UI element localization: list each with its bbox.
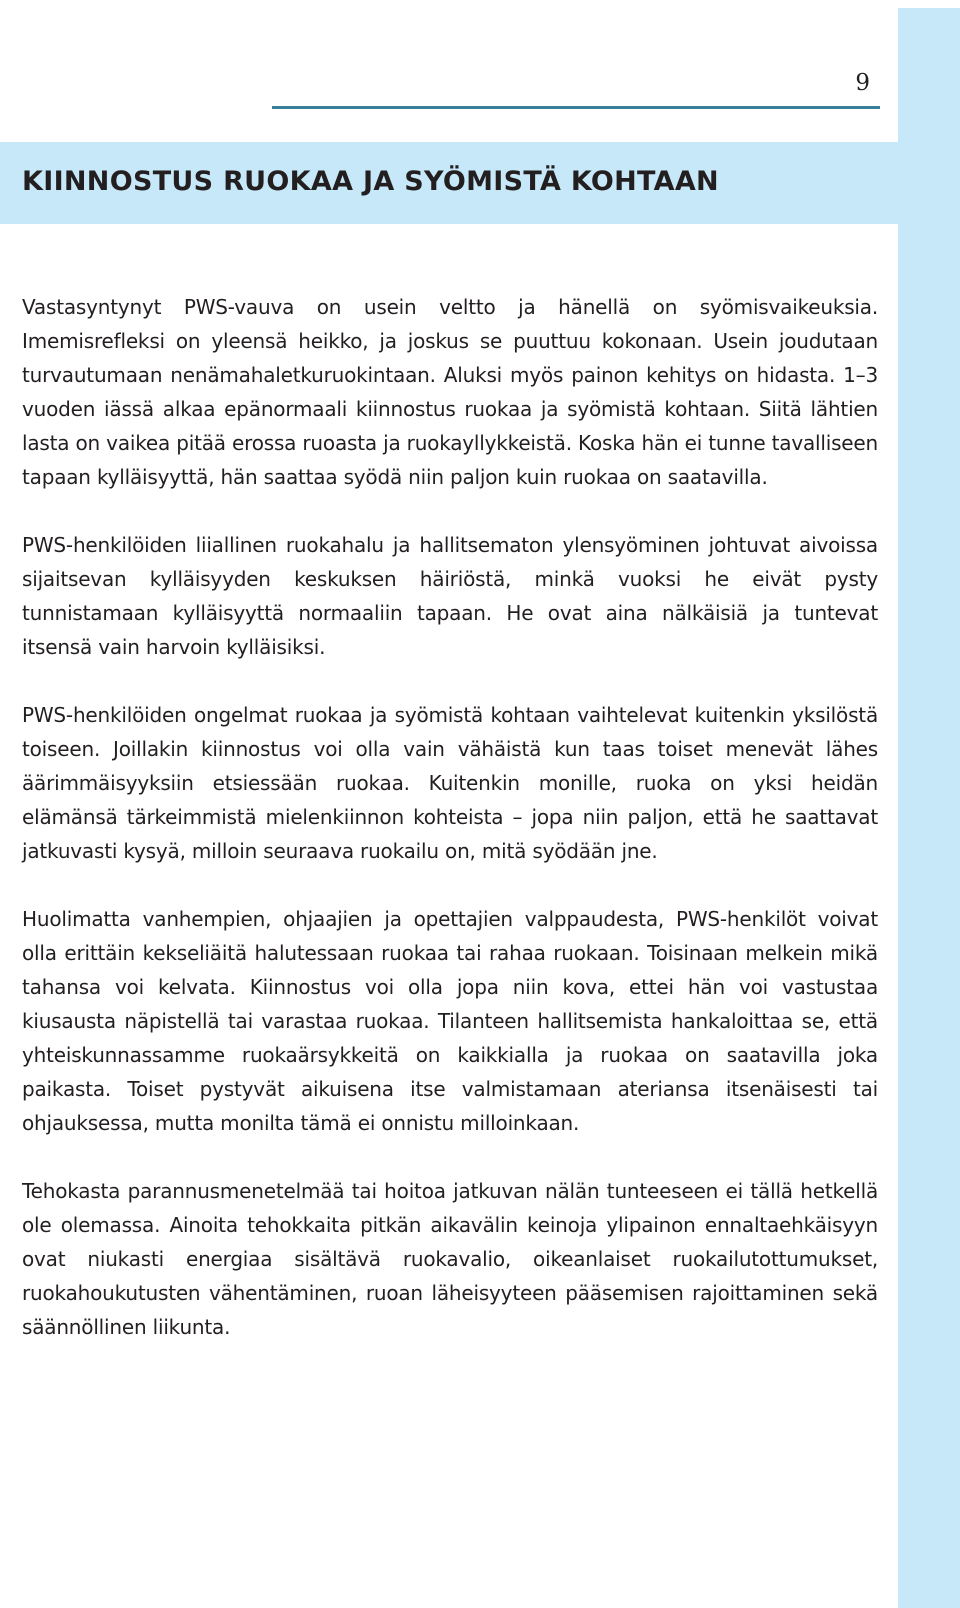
paragraph: PWS-henkilöiden ongelmat ruokaa ja syömistä kohtaan vaihtelevat kuitenkin yksilöstä toiseen. Joillakin kiinnostus voi olla vain vähäistä kun taas toiset menevät lähes äärimmäisyyksiin etsiessään ruokaa. Kuitenkin monille, ruoka on yksi heidän elämänsä tärkeimmistä mielenkiinnon kohteista – jopa niin paljon, että he saattavat jatkuvasti kysyä, milloin seuraava ruokailu on, mitä syödään jne. xyxy=(22,703,878,863)
header-rule xyxy=(272,106,880,109)
paragraph: PWS-henkilöiden liiallinen ruokahalu ja hallitsematon ylensyöminen johtuvat aivoissa sijaitsevan kylläisyyden keskuksen häiriöstä, minkä vuoksi he eivät pysty tunnistamaan kylläisyyttä normaaliin tapaan. He ovat aina nälkäisiä ja tuntevat itsensä vain harvoin kylläisiksi. xyxy=(22,533,878,659)
paragraph: Huolimatta vanhempien, ohjaajien ja opettajien valppaudesta, PWS-henkilöt voivat olla erittäin kekseliäitä halutessaan ruokaa tai rahaa ruokaan. Toisinaan melkein mikä tahansa voi kelvata. Kiinnostus voi olla jopa niin kova, ettei hän voi vastustaa kiusausta näpistellä tai varastaa ruokaa. Tilanteen hallitsemista hankaloittaa se, että yhteiskunnassamme ruokaärsykkeitä on kaikkialla ja ruokaa on saatavilla joka paikasta. Toiset pystyvät aikuisena itse valmistamaan ateriansa itsenäisesti tai ohjauksessa, mutta monilta tämä ei onnistu milloinkaan. xyxy=(22,907,878,1135)
page-title: KIINNOSTUS RUOKAA JA SYÖMISTÄ KOHTAAN xyxy=(22,166,719,197)
paragraph: Tehokasta parannusmenetelmää tai hoitoa jatkuvan nälän tunteeseen ei tällä hetkellä ole olemassa. Ainoita tehokkaita pitkän aikavälin keinoja ylipainon ennaltaehkäisyyn ovat niukasti energiaa sisältävä ruokavalio, oikeanlaiset ruokailutottumukset, ruokahoukutusten vähentäminen, ruoan läheisyyteen pääsemisen rajoittaminen sekä säännöllinen liikunta. xyxy=(22,1179,878,1339)
page-number: 9 xyxy=(855,70,870,96)
title-band xyxy=(0,142,898,224)
side-color-bar xyxy=(898,8,960,1608)
paragraph: Vastasyntynyt PWS-vauva on usein veltto ja hänellä on syömisvaikeuksia. Imemisrefleksi on yleensä heikko, ja joskus se puuttuu kokonaan. Usein joudutaan turvautumaan nenämahaletkuruokintaan. Aluksi myös painon kehitys on hidasta. 1–3 vuoden iässä alkaa epänormaali kiinnostus ruokaa ja syömistä kohtaan. Siitä lähtien lasta on vaikea pitää erossa ruoasta ja ruokayllykkeistä. Koska hän ei tunne tavalliseen tapaan kylläisyyttä, hän saattaa syödä niin paljon kuin ruokaa on saatavilla. xyxy=(22,295,878,489)
body-text xyxy=(22,290,878,1378)
